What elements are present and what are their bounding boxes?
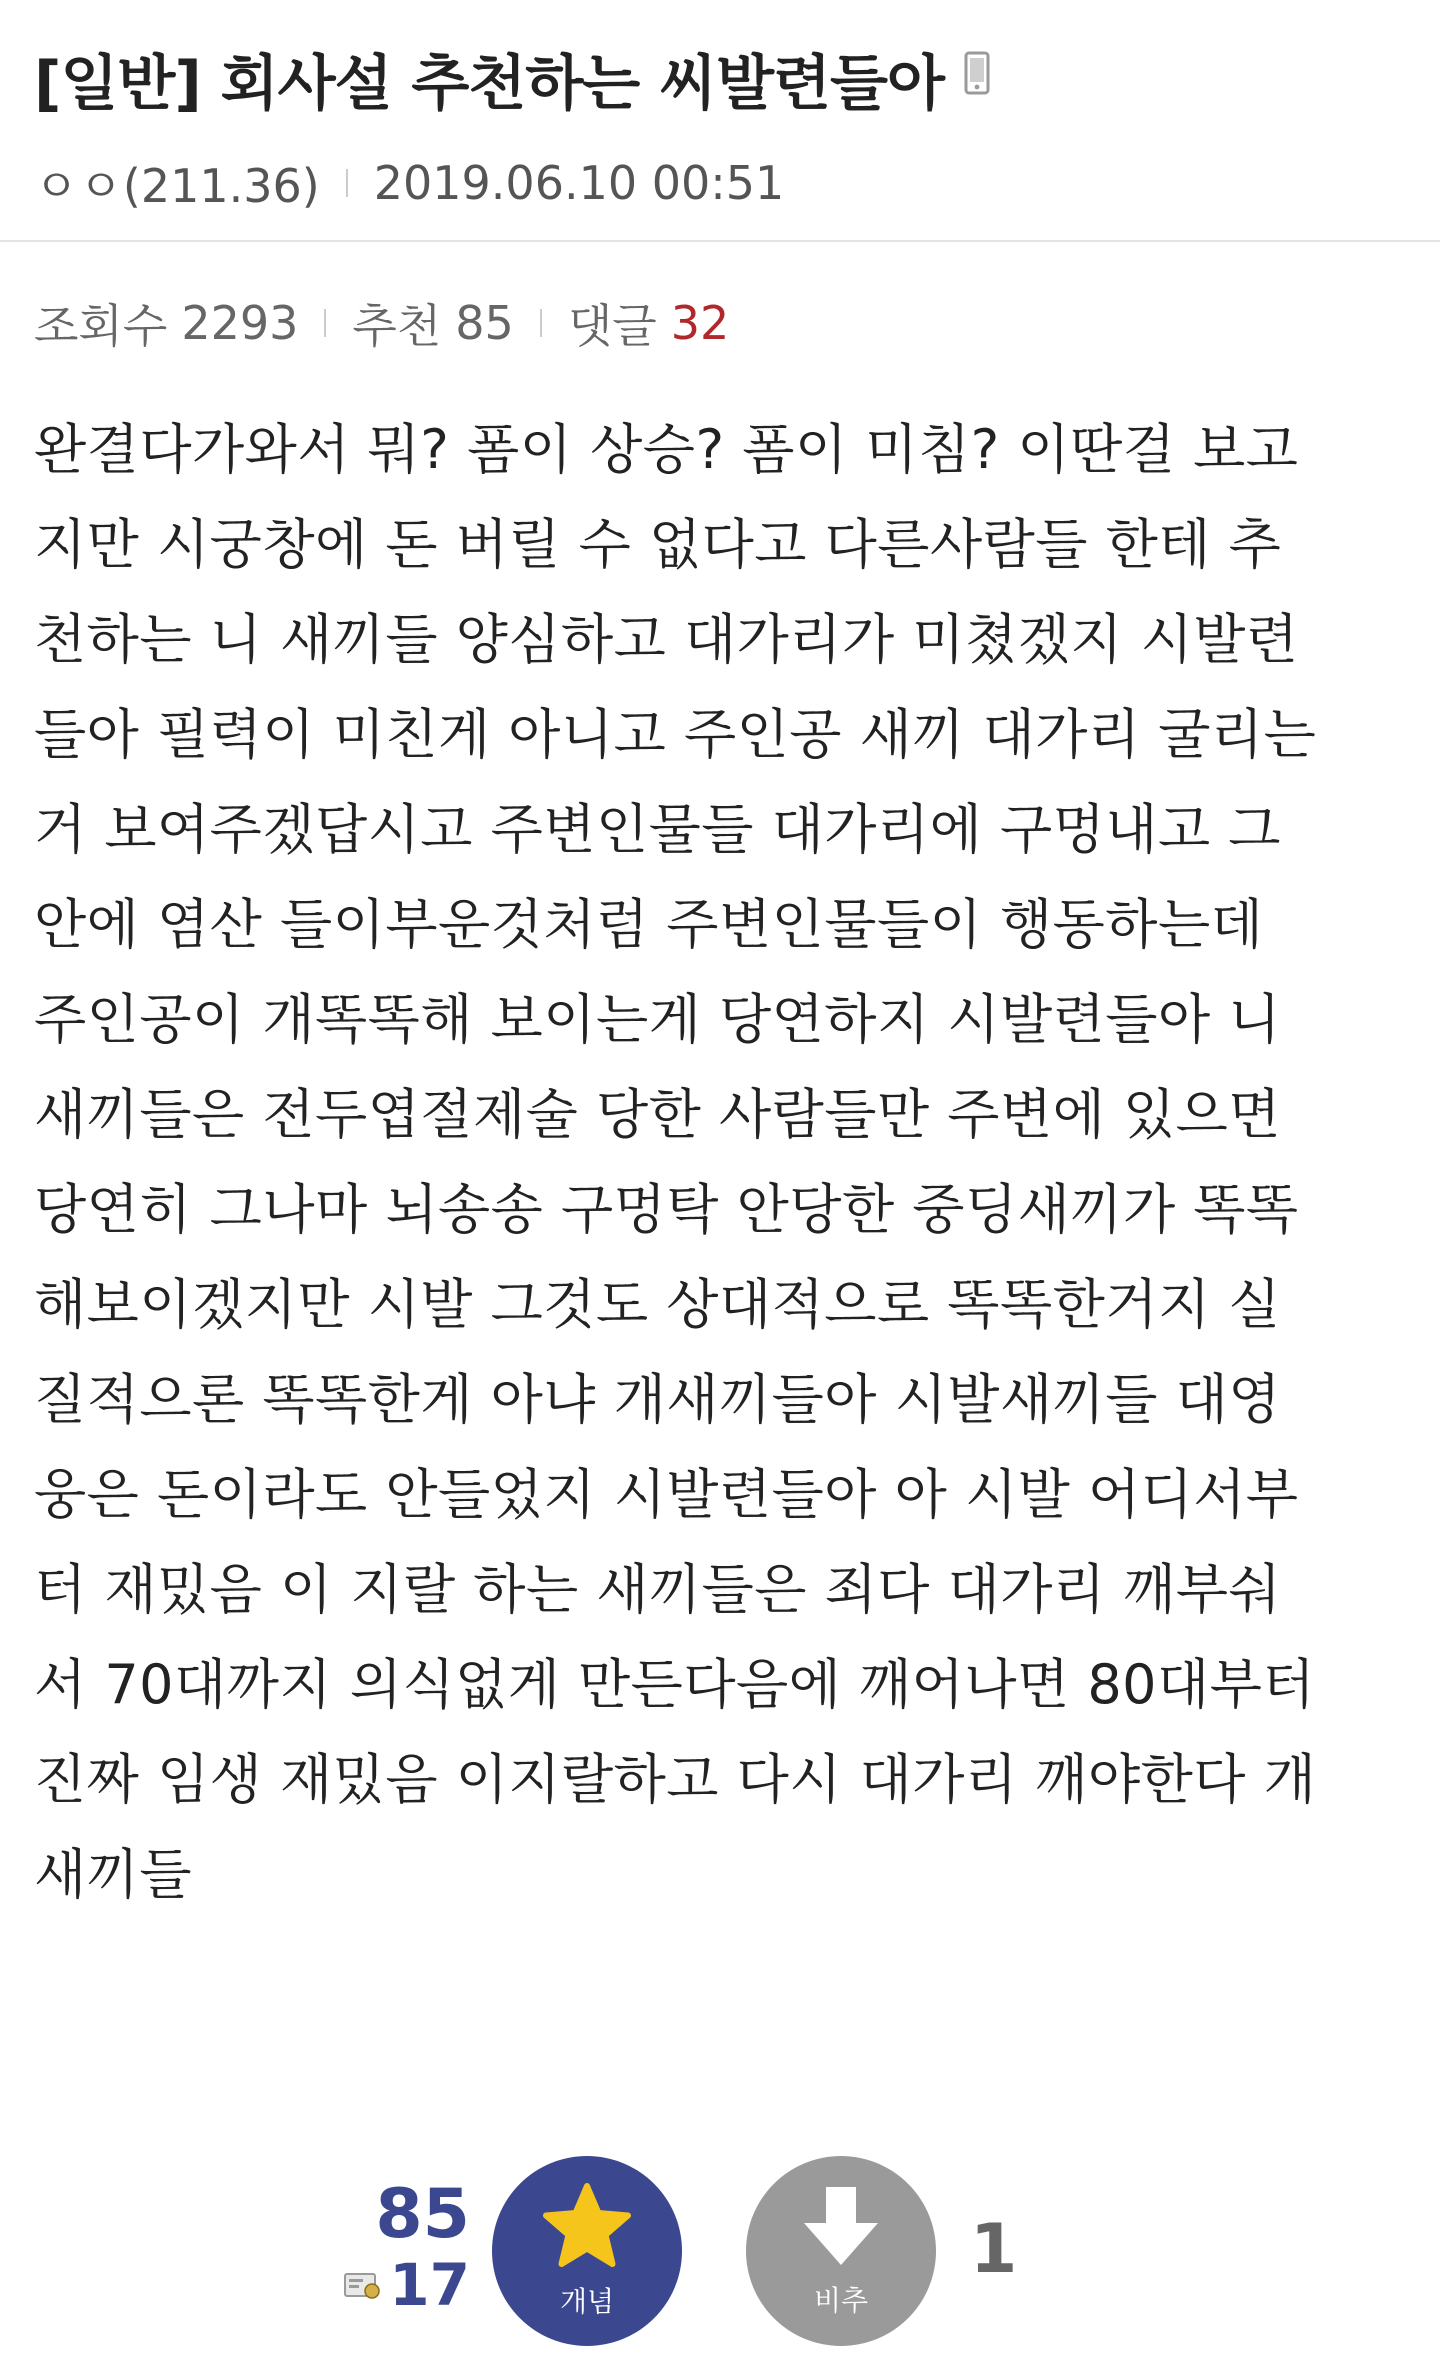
- views-label: 조회수: [34, 299, 168, 353]
- vote-area: [0, 2150, 1440, 2370]
- downvote-count: 1: [970, 2210, 1018, 2289]
- fixed-user-row: [340, 2252, 470, 2318]
- body-line: 지만 시궁창에 돈 버릴 수 없다고 다른사람들 한테 추: [34, 513, 1282, 576]
- body-line: 거 보여주겠답시고 주변인물들 대가리에 구멍내고 그: [34, 798, 1281, 861]
- title-row: [34, 36, 990, 122]
- post-stats: [34, 290, 729, 356]
- recommend-label: 추천: [352, 299, 442, 353]
- views-value: 2293: [181, 296, 299, 350]
- post-datetime: 2019.06.10 00:51: [373, 156, 785, 210]
- body-line: 당연히 그나마 뇌송송 구멍탁 안당한 중딩새끼가 똑똑: [34, 1178, 1299, 1241]
- body-line: 주인공이 개똑똑해 보이는게 당연하지 시발련들아 니: [34, 988, 1281, 1051]
- body-line: 웅은 돈이라도 안들었지 시발련들아 아 시발 어디서부: [34, 1463, 1299, 1526]
- post-author[interactable]: ㅇㅇ(211.36): [34, 159, 320, 213]
- body-line: 터 재밌음 이 지랄 하는 새끼들은 죄다 대가리 깨부숴: [34, 1558, 1282, 1621]
- upvote-counts: [340, 2175, 470, 2319]
- upvote-count: 85: [375, 2175, 470, 2254]
- post-header: [0, 0, 1440, 242]
- fixed-user-count: 17: [389, 2251, 470, 2319]
- fixed-user-icon: [343, 2270, 381, 2300]
- star-icon: [541, 2182, 633, 2274]
- stats-divider: [324, 309, 326, 337]
- body-line: 들아 필력이 미친게 아니고 주인공 새끼 대가리 굴리는: [34, 703, 1317, 766]
- upvote-label: 개념: [559, 2285, 615, 2318]
- body-line: 안에 염산 들이부운것처럼 주변인물들이 행동하는데: [34, 893, 1264, 956]
- comments-label[interactable]: 댓글: [567, 299, 657, 353]
- body-line: 천하는 니 새끼들 양심하고 대가리가 미쳤겠지 시발련: [34, 608, 1299, 671]
- body-line: 진짜 임생 재밌음 이지랄하고 다시 대가리 깨야한다 개: [34, 1748, 1317, 1811]
- body-line: 해보이겠지만 시발 그것도 상대적으로 똑똑한거지 실: [34, 1273, 1281, 1336]
- body-line: 질적으론 똑똑한게 아냐 개새끼들아 시발새끼들 대영: [34, 1368, 1281, 1431]
- mobile-phone-icon: [964, 51, 990, 95]
- body-line: 새끼들: [34, 1843, 192, 1906]
- recommend-value: 85: [455, 296, 514, 350]
- post-body: [34, 402, 1406, 1922]
- post-title: [일반] 회사설 추천하는 씨발련들아: [34, 49, 944, 119]
- body-line: 완결다가와서 뭐? 폼이 상승? 폼이 미침? 이딴걸 보고: [34, 418, 1299, 481]
- comments-value[interactable]: 32: [670, 296, 730, 350]
- meta-divider: [346, 169, 348, 197]
- downvote-button[interactable]: [746, 2156, 936, 2346]
- downvote-label: 비추: [813, 2284, 869, 2317]
- upvote-button[interactable]: [492, 2156, 682, 2346]
- stats-divider: [540, 309, 542, 337]
- post-meta: [34, 150, 784, 216]
- down-arrow-icon: [798, 2183, 884, 2273]
- body-line: 서 70대까지 의식없게 만든다음에 깨어나면 80대부터: [34, 1653, 1316, 1716]
- body-line: 새끼들은 전두엽절제술 당한 사람들만 주변에 있으면: [34, 1083, 1281, 1146]
